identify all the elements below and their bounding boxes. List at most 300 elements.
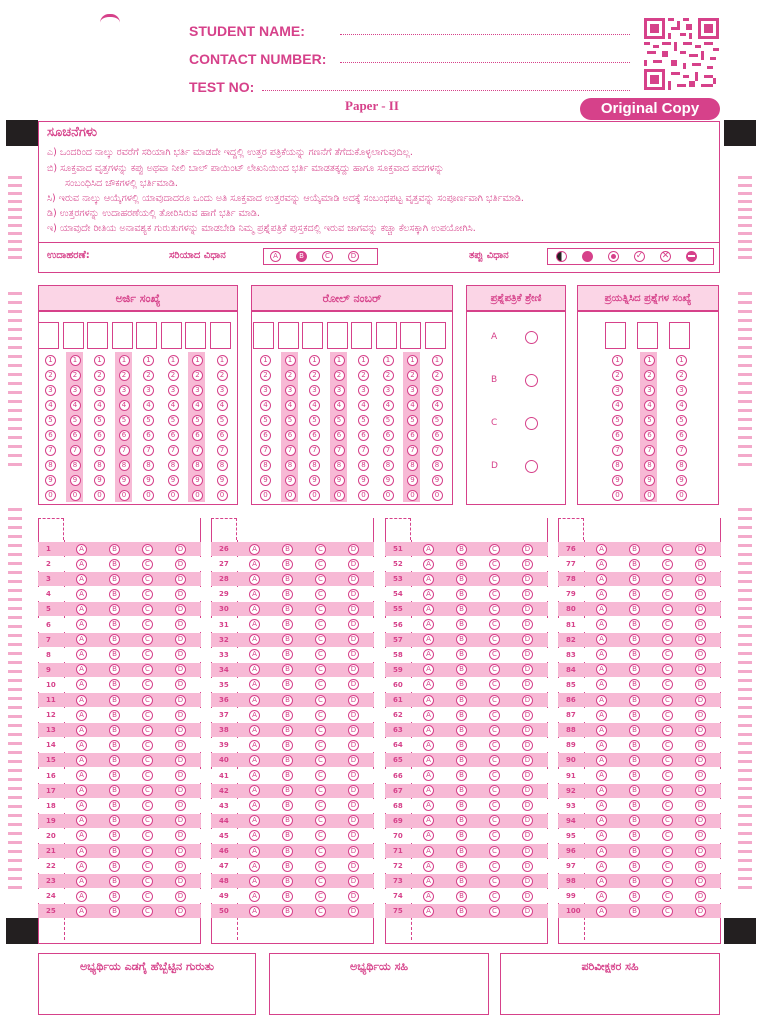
answer-bubble[interactable]: D	[695, 544, 706, 555]
answer-bubble[interactable]: C	[662, 815, 673, 826]
answer-bubble[interactable]: D	[695, 846, 706, 857]
answer-bubble[interactable]: B	[282, 891, 293, 902]
answer-bubble[interactable]: C	[142, 830, 153, 841]
answer-bubble[interactable]: C	[315, 559, 326, 570]
answer-bubble[interactable]: C	[489, 785, 500, 796]
answer-bubble[interactable]: A	[423, 604, 434, 615]
application-digit-bubble[interactable]: 9	[94, 475, 105, 486]
application-digit-bubble[interactable]: 3	[119, 385, 130, 396]
attempted-digit-write-box[interactable]	[605, 322, 626, 349]
attempted-digit-bubble[interactable]: 7	[676, 445, 687, 456]
answer-bubble[interactable]: B	[282, 876, 293, 887]
answer-bubble[interactable]: B	[629, 695, 640, 706]
answer-bubble[interactable]: B	[456, 861, 467, 872]
answer-bubble[interactable]: D	[175, 725, 186, 736]
answer-bubble[interactable]: D	[175, 634, 186, 645]
roll-digit-bubble[interactable]: 0	[383, 490, 394, 501]
answer-bubble[interactable]: B	[109, 589, 120, 600]
answer-bubble[interactable]: B	[629, 589, 640, 600]
application-digit-bubble[interactable]: 1	[217, 355, 228, 366]
answer-bubble[interactable]: D	[695, 679, 706, 690]
answer-bubble[interactable]: C	[142, 891, 153, 902]
answer-bubble[interactable]: B	[282, 634, 293, 645]
answer-bubble[interactable]: C	[489, 679, 500, 690]
answer-bubble[interactable]: C	[142, 695, 153, 706]
application-digit-bubble[interactable]: 0	[119, 490, 130, 501]
answer-bubble[interactable]: D	[175, 755, 186, 766]
answer-bubble[interactable]: B	[109, 634, 120, 645]
answer-bubble[interactable]: B	[282, 785, 293, 796]
answer-bubble[interactable]: A	[423, 559, 434, 570]
answer-bubble[interactable]: C	[662, 755, 673, 766]
answer-bubble[interactable]: A	[423, 800, 434, 811]
attempted-digit-bubble[interactable]: 3	[676, 385, 687, 396]
answer-bubble[interactable]: A	[76, 679, 87, 690]
answer-bubble[interactable]: D	[175, 710, 186, 721]
roll-digit-bubble[interactable]: 6	[358, 430, 369, 441]
answer-bubble[interactable]: D	[348, 906, 359, 917]
answer-bubble[interactable]: A	[76, 574, 87, 585]
answer-bubble[interactable]: C	[489, 891, 500, 902]
answer-bubble[interactable]: C	[662, 710, 673, 721]
answer-bubble[interactable]: D	[175, 891, 186, 902]
answer-bubble[interactable]: D	[348, 861, 359, 872]
answer-bubble[interactable]: C	[315, 785, 326, 796]
answer-bubble[interactable]: C	[489, 830, 500, 841]
answer-bubble[interactable]: C	[662, 740, 673, 751]
answer-bubble[interactable]: C	[315, 876, 326, 887]
answer-bubble[interactable]: D	[522, 846, 533, 857]
roll-digit-bubble[interactable]: 4	[407, 400, 418, 411]
answer-bubble[interactable]: A	[76, 710, 87, 721]
answer-bubble[interactable]: B	[456, 785, 467, 796]
answer-bubble[interactable]: B	[629, 544, 640, 555]
answer-bubble[interactable]: D	[522, 559, 533, 570]
roll-digit-bubble[interactable]: 0	[358, 490, 369, 501]
attempted-digit-bubble[interactable]: 4	[612, 400, 623, 411]
answer-bubble[interactable]: C	[489, 664, 500, 675]
answer-bubble[interactable]: C	[662, 785, 673, 796]
application-digit-bubble[interactable]: 3	[70, 385, 81, 396]
answer-bubble[interactable]: B	[109, 846, 120, 857]
answer-bubble[interactable]: B	[629, 861, 640, 872]
answer-bubble[interactable]: B	[456, 634, 467, 645]
roll-digit-bubble[interactable]: 4	[358, 400, 369, 411]
roll-digit-bubble[interactable]: 7	[285, 445, 296, 456]
attempted-digit-bubble[interactable]: 5	[612, 415, 623, 426]
answer-bubble[interactable]: D	[522, 619, 533, 630]
application-digit-bubble[interactable]: 6	[119, 430, 130, 441]
answer-bubble[interactable]: B	[456, 589, 467, 600]
answer-bubble[interactable]: B	[282, 725, 293, 736]
answer-bubble[interactable]: D	[348, 740, 359, 751]
answer-bubble[interactable]: C	[315, 861, 326, 872]
roll-digit-bubble[interactable]: 5	[285, 415, 296, 426]
answer-bubble[interactable]: C	[489, 755, 500, 766]
answer-bubble[interactable]: D	[348, 679, 359, 690]
answer-bubble[interactable]: D	[522, 710, 533, 721]
answer-bubble[interactable]: A	[596, 891, 607, 902]
answer-bubble[interactable]: C	[142, 725, 153, 736]
application-digit-bubble[interactable]: 3	[45, 385, 56, 396]
roll-digit-bubble[interactable]: 6	[432, 430, 443, 441]
answer-bubble[interactable]: C	[489, 710, 500, 721]
answer-bubble[interactable]: B	[456, 906, 467, 917]
answer-bubble[interactable]: C	[142, 634, 153, 645]
answer-bubble[interactable]: A	[596, 619, 607, 630]
answer-bubble[interactable]: A	[596, 710, 607, 721]
roll-digit-bubble[interactable]: 8	[334, 460, 345, 471]
roll-digit-bubble[interactable]: 5	[358, 415, 369, 426]
answer-bubble[interactable]: D	[175, 664, 186, 675]
answer-bubble[interactable]: A	[596, 559, 607, 570]
answer-bubble[interactable]: C	[489, 695, 500, 706]
roll-digit-bubble[interactable]: 6	[407, 430, 418, 441]
application-digit-write-box[interactable]	[185, 322, 206, 349]
attempted-digit-write-box[interactable]	[637, 322, 658, 349]
roll-digit-bubble[interactable]: 6	[285, 430, 296, 441]
answer-bubble[interactable]: A	[596, 815, 607, 826]
roll-digit-bubble[interactable]: 5	[383, 415, 394, 426]
answer-bubble[interactable]: A	[76, 619, 87, 630]
answer-bubble[interactable]: A	[596, 574, 607, 585]
application-digit-bubble[interactable]: 9	[192, 475, 203, 486]
answer-bubble[interactable]: B	[109, 876, 120, 887]
answer-bubble[interactable]: D	[695, 770, 706, 781]
answer-bubble[interactable]: D	[522, 815, 533, 826]
answer-bubble[interactable]: A	[249, 906, 260, 917]
answer-bubble[interactable]: A	[76, 815, 87, 826]
roll-digit-bubble[interactable]: 4	[285, 400, 296, 411]
answer-bubble[interactable]: B	[629, 664, 640, 675]
answer-bubble[interactable]: C	[662, 664, 673, 675]
answer-bubble[interactable]: C	[662, 891, 673, 902]
answer-bubble[interactable]: A	[249, 559, 260, 570]
roll-digit-bubble[interactable]: 3	[334, 385, 345, 396]
attempted-digit-bubble[interactable]: 0	[612, 490, 623, 501]
roll-digit-bubble[interactable]: 8	[309, 460, 320, 471]
answer-bubble[interactable]: A	[423, 770, 434, 781]
answer-bubble[interactable]: D	[522, 785, 533, 796]
application-digit-bubble[interactable]: 7	[168, 445, 179, 456]
answer-bubble[interactable]: C	[315, 679, 326, 690]
answer-bubble[interactable]: C	[662, 770, 673, 781]
attempted-digit-write-box[interactable]	[669, 322, 690, 349]
answer-bubble[interactable]: C	[662, 695, 673, 706]
answer-bubble[interactable]: A	[596, 725, 607, 736]
application-digit-bubble[interactable]: 7	[94, 445, 105, 456]
answer-bubble[interactable]: D	[348, 544, 359, 555]
answer-bubble[interactable]: B	[456, 876, 467, 887]
answer-bubble[interactable]: C	[142, 679, 153, 690]
roll-digit-bubble[interactable]: 0	[260, 490, 271, 501]
answer-bubble[interactable]: D	[522, 679, 533, 690]
answer-bubble[interactable]: C	[662, 619, 673, 630]
answer-bubble[interactable]: A	[76, 604, 87, 615]
roll-digit-bubble[interactable]: 2	[309, 370, 320, 381]
application-digit-bubble[interactable]: 8	[168, 460, 179, 471]
answer-bubble[interactable]: B	[629, 574, 640, 585]
application-digit-bubble[interactable]: 5	[119, 415, 130, 426]
roll-digit-bubble[interactable]: 7	[383, 445, 394, 456]
attempted-digit-bubble[interactable]: 2	[644, 370, 655, 381]
answer-bubble[interactable]: A	[423, 634, 434, 645]
application-digit-bubble[interactable]: 6	[45, 430, 56, 441]
roll-digit-bubble[interactable]: 3	[383, 385, 394, 396]
application-digit-bubble[interactable]: 0	[217, 490, 228, 501]
answer-bubble[interactable]: A	[249, 876, 260, 887]
answer-bubble[interactable]: C	[489, 649, 500, 660]
answer-bubble[interactable]: B	[629, 800, 640, 811]
answer-bubble[interactable]: A	[76, 740, 87, 751]
answer-bubble[interactable]: C	[489, 800, 500, 811]
application-digit-bubble[interactable]: 2	[143, 370, 154, 381]
answer-bubble[interactable]: D	[695, 830, 706, 841]
answer-bubble[interactable]: A	[76, 664, 87, 675]
roll-digit-bubble[interactable]: 2	[260, 370, 271, 381]
answer-bubble[interactable]: C	[662, 725, 673, 736]
answer-bubble[interactable]: D	[175, 679, 186, 690]
answer-bubble[interactable]: A	[76, 544, 87, 555]
answer-bubble[interactable]: D	[522, 861, 533, 872]
answer-bubble[interactable]: D	[522, 544, 533, 555]
answer-bubble[interactable]: B	[456, 649, 467, 660]
attempted-digit-bubble[interactable]: 9	[676, 475, 687, 486]
roll-digit-bubble[interactable]: 2	[334, 370, 345, 381]
answer-bubble[interactable]: D	[695, 604, 706, 615]
answer-bubble[interactable]: B	[629, 710, 640, 721]
application-digit-bubble[interactable]: 6	[217, 430, 228, 441]
answer-bubble[interactable]: C	[489, 574, 500, 585]
answer-bubble[interactable]: B	[109, 544, 120, 555]
roll-digit-bubble[interactable]: 9	[432, 475, 443, 486]
application-digit-bubble[interactable]: 5	[45, 415, 56, 426]
answer-bubble[interactable]: B	[109, 574, 120, 585]
attempted-digit-bubble[interactable]: 1	[612, 355, 623, 366]
roll-digit-bubble[interactable]: 0	[407, 490, 418, 501]
attempted-digit-bubble[interactable]: 8	[612, 460, 623, 471]
answer-bubble[interactable]: B	[109, 740, 120, 751]
roll-digit-bubble[interactable]: 2	[432, 370, 443, 381]
application-digit-bubble[interactable]: 8	[45, 460, 56, 471]
answer-bubble[interactable]: D	[348, 664, 359, 675]
application-digit-bubble[interactable]: 6	[192, 430, 203, 441]
answer-bubble[interactable]: C	[315, 589, 326, 600]
answer-bubble[interactable]: D	[175, 815, 186, 826]
answer-bubble[interactable]: A	[596, 589, 607, 600]
roll-digit-bubble[interactable]: 3	[358, 385, 369, 396]
answer-bubble[interactable]: D	[175, 619, 186, 630]
answer-bubble[interactable]: A	[76, 846, 87, 857]
application-digit-bubble[interactable]: 7	[192, 445, 203, 456]
contact-number-field[interactable]	[340, 62, 630, 63]
answer-bubble[interactable]: C	[142, 861, 153, 872]
answer-bubble[interactable]: D	[175, 861, 186, 872]
answer-bubble[interactable]: A	[596, 679, 607, 690]
answer-bubble[interactable]: A	[249, 679, 260, 690]
roll-digit-write-box[interactable]	[351, 322, 372, 349]
answer-bubble[interactable]: D	[175, 770, 186, 781]
answer-bubble[interactable]: D	[175, 830, 186, 841]
answer-bubble[interactable]: D	[695, 559, 706, 570]
answer-bubble[interactable]: A	[423, 861, 434, 872]
answer-bubble[interactable]: D	[695, 906, 706, 917]
answer-bubble[interactable]: C	[489, 906, 500, 917]
answer-bubble[interactable]: D	[522, 755, 533, 766]
answer-bubble[interactable]: C	[662, 830, 673, 841]
application-digit-bubble[interactable]: 1	[94, 355, 105, 366]
answer-bubble[interactable]: B	[109, 649, 120, 660]
answer-bubble[interactable]: A	[249, 891, 260, 902]
answer-bubble[interactable]: A	[249, 589, 260, 600]
answer-bubble[interactable]: C	[662, 589, 673, 600]
roll-digit-write-box[interactable]	[400, 322, 421, 349]
roll-digit-bubble[interactable]: 9	[285, 475, 296, 486]
attempted-digit-bubble[interactable]: 5	[644, 415, 655, 426]
application-digit-bubble[interactable]: 9	[70, 475, 81, 486]
roll-digit-bubble[interactable]: 9	[260, 475, 271, 486]
answer-bubble[interactable]: A	[596, 830, 607, 841]
answer-bubble[interactable]: D	[348, 559, 359, 570]
attempted-digit-bubble[interactable]: 0	[644, 490, 655, 501]
answer-bubble[interactable]: A	[76, 861, 87, 872]
answer-bubble[interactable]: B	[456, 770, 467, 781]
answer-bubble[interactable]: A	[596, 544, 607, 555]
answer-bubble[interactable]: B	[109, 725, 120, 736]
application-digit-bubble[interactable]: 5	[168, 415, 179, 426]
answer-bubble[interactable]: A	[76, 891, 87, 902]
answer-bubble[interactable]: C	[142, 710, 153, 721]
answer-bubble[interactable]: A	[423, 664, 434, 675]
answer-bubble[interactable]: D	[695, 634, 706, 645]
attempted-digit-bubble[interactable]: 7	[612, 445, 623, 456]
answer-bubble[interactable]: C	[315, 649, 326, 660]
answer-bubble[interactable]: D	[348, 695, 359, 706]
answer-bubble[interactable]: A	[423, 876, 434, 887]
answer-bubble[interactable]: C	[142, 800, 153, 811]
answer-bubble[interactable]: B	[456, 800, 467, 811]
application-digit-bubble[interactable]: 7	[45, 445, 56, 456]
answer-bubble[interactable]: B	[282, 544, 293, 555]
answer-bubble[interactable]: C	[489, 876, 500, 887]
application-digit-bubble[interactable]: 4	[94, 400, 105, 411]
answer-bubble[interactable]: C	[662, 906, 673, 917]
answer-bubble[interactable]: B	[629, 649, 640, 660]
roll-digit-bubble[interactable]: 1	[260, 355, 271, 366]
answer-bubble[interactable]: A	[76, 634, 87, 645]
answer-bubble[interactable]: C	[489, 604, 500, 615]
roll-digit-write-box[interactable]	[376, 322, 397, 349]
application-digit-write-box[interactable]	[210, 322, 231, 349]
answer-bubble[interactable]: B	[109, 815, 120, 826]
answer-bubble[interactable]: B	[456, 846, 467, 857]
answer-bubble[interactable]: C	[142, 876, 153, 887]
answer-bubble[interactable]: D	[695, 861, 706, 872]
application-digit-bubble[interactable]: 0	[192, 490, 203, 501]
answer-bubble[interactable]: A	[249, 619, 260, 630]
answer-bubble[interactable]: A	[76, 800, 87, 811]
application-digit-write-box[interactable]	[136, 322, 157, 349]
answer-bubble[interactable]: C	[662, 800, 673, 811]
answer-bubble[interactable]: D	[522, 740, 533, 751]
roll-digit-bubble[interactable]: 3	[285, 385, 296, 396]
answer-bubble[interactable]: C	[142, 755, 153, 766]
roll-digit-bubble[interactable]: 1	[358, 355, 369, 366]
attempted-digit-bubble[interactable]: 8	[644, 460, 655, 471]
answer-bubble[interactable]: A	[76, 649, 87, 660]
answer-bubble[interactable]: B	[109, 770, 120, 781]
answer-bubble[interactable]: B	[109, 559, 120, 570]
application-digit-bubble[interactable]: 7	[119, 445, 130, 456]
answer-bubble[interactable]: B	[109, 710, 120, 721]
answer-bubble[interactable]: A	[596, 800, 607, 811]
application-digit-bubble[interactable]: 9	[143, 475, 154, 486]
answer-bubble[interactable]: D	[522, 770, 533, 781]
roll-digit-bubble[interactable]: 7	[309, 445, 320, 456]
answer-bubble[interactable]: D	[175, 800, 186, 811]
application-digit-bubble[interactable]: 3	[143, 385, 154, 396]
answer-bubble[interactable]: B	[629, 830, 640, 841]
answer-bubble[interactable]: C	[662, 559, 673, 570]
answer-bubble[interactable]: A	[76, 830, 87, 841]
application-digit-bubble[interactable]: 4	[143, 400, 154, 411]
answer-bubble[interactable]: A	[423, 725, 434, 736]
answer-bubble[interactable]: A	[249, 846, 260, 857]
roll-digit-bubble[interactable]: 6	[334, 430, 345, 441]
answer-bubble[interactable]: D	[695, 695, 706, 706]
answer-bubble[interactable]: B	[282, 589, 293, 600]
roll-digit-bubble[interactable]: 8	[358, 460, 369, 471]
answer-bubble[interactable]: A	[249, 815, 260, 826]
answer-bubble[interactable]: B	[109, 906, 120, 917]
attempted-digit-bubble[interactable]: 7	[644, 445, 655, 456]
answer-bubble[interactable]: D	[695, 891, 706, 902]
answer-bubble[interactable]: D	[695, 710, 706, 721]
answer-bubble[interactable]: D	[695, 649, 706, 660]
roll-digit-write-box[interactable]	[327, 322, 348, 349]
answer-bubble[interactable]: B	[109, 861, 120, 872]
answer-bubble[interactable]: A	[596, 755, 607, 766]
application-digit-bubble[interactable]: 0	[143, 490, 154, 501]
answer-bubble[interactable]: D	[348, 604, 359, 615]
answer-bubble[interactable]: D	[522, 830, 533, 841]
application-digit-bubble[interactable]: 0	[94, 490, 105, 501]
answer-bubble[interactable]: D	[348, 830, 359, 841]
roll-digit-bubble[interactable]: 0	[285, 490, 296, 501]
application-digit-bubble[interactable]: 5	[143, 415, 154, 426]
answer-bubble[interactable]: D	[348, 770, 359, 781]
answer-bubble[interactable]: D	[695, 619, 706, 630]
answer-bubble[interactable]: C	[315, 906, 326, 917]
application-digit-bubble[interactable]: 2	[168, 370, 179, 381]
answer-bubble[interactable]: C	[662, 649, 673, 660]
answer-bubble[interactable]: B	[282, 846, 293, 857]
roll-digit-bubble[interactable]: 5	[260, 415, 271, 426]
answer-bubble[interactable]: B	[629, 725, 640, 736]
answer-bubble[interactable]: B	[109, 679, 120, 690]
roll-digit-bubble[interactable]: 3	[407, 385, 418, 396]
answer-bubble[interactable]: A	[249, 770, 260, 781]
answer-bubble[interactable]: C	[142, 544, 153, 555]
attempted-digit-bubble[interactable]: 6	[676, 430, 687, 441]
roll-digit-bubble[interactable]: 7	[432, 445, 443, 456]
roll-digit-bubble[interactable]: 1	[334, 355, 345, 366]
attempted-digit-bubble[interactable]: 1	[644, 355, 655, 366]
application-digit-bubble[interactable]: 4	[70, 400, 81, 411]
answer-bubble[interactable]: D	[175, 649, 186, 660]
answer-bubble[interactable]: A	[249, 634, 260, 645]
roll-digit-write-box[interactable]	[253, 322, 274, 349]
